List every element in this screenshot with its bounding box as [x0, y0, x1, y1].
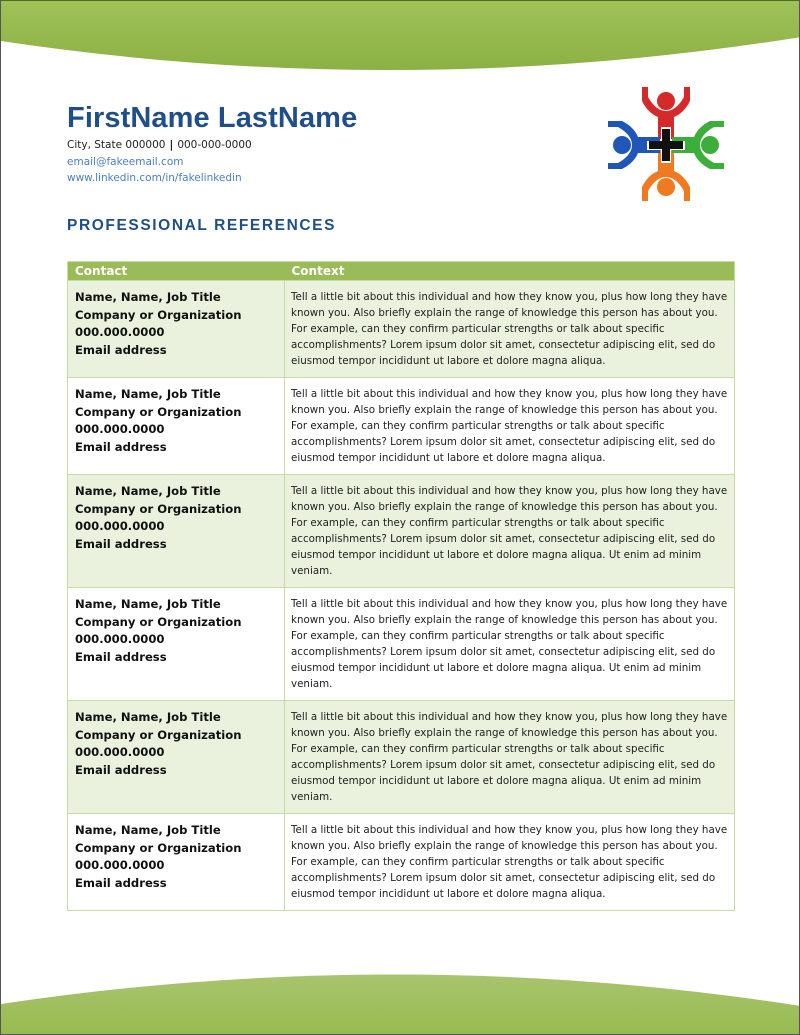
reference-phone: 000.000.0000 [75, 325, 165, 340]
reference-company: Company or Organization [75, 840, 242, 855]
table-row [68, 814, 735, 911]
top-green-wave-decoration [1, 1, 800, 73]
contact-cell [68, 701, 285, 814]
table-row [68, 475, 735, 588]
reference-email: Email address [75, 342, 167, 357]
section-title: PROFESSIONAL REFERENCES [67, 217, 337, 234]
phone: 000-000-0000 [177, 139, 252, 151]
reference-name: Name, Name, Job Title [75, 484, 221, 498]
reference-company: Company or Organization [75, 501, 242, 516]
reference-phone: 000.000.0000 [75, 422, 165, 437]
applicant-name: FirstName LastName [67, 102, 358, 134]
table-row [68, 378, 735, 475]
column-header-contact: Contact [68, 262, 285, 281]
context-cell: Tell a little bit about this individual and how they know you, plus how long they have known you. Also briefly explain the range of knowledge this person has about you. For example, can they confirm particular strengths or talk about specific accomplishments? Lorem ipsum dolor sit amet, consectetur adipiscing elit, sed do eiusmod tempor incididunt ut labore et dolore magna aliqua. [285, 281, 735, 378]
bottom-green-wave-decoration [1, 964, 800, 1034]
contact-cell [68, 378, 285, 475]
reference-name: Name, Name, Job Title [75, 387, 221, 401]
linkedin-link[interactable]: www.linkedin.com/in/fakelinkedin [67, 172, 242, 184]
reference-name: Name, Name, Job Title [75, 290, 221, 304]
contact-cell [68, 281, 285, 378]
reference-company: Company or Organization [75, 404, 242, 419]
reference-phone: 000.000.0000 [75, 519, 165, 534]
context-cell: Tell a little bit about this individual and how they know you, plus how long they have known you. Also briefly explain the range of knowledge this person has about you. For example, can they confirm particular strengths or talk about specific accomplishments? Lorem ipsum dolor sit amet, consectetur adipiscing elit, sed do eiusmod tempor incididunt ut labore et dolore magna aliqua. [285, 378, 735, 475]
people-cross-logo-icon [606, 85, 726, 203]
references-table [67, 261, 735, 911]
contact-cell [68, 588, 285, 701]
context-cell: Tell a little bit about this individual and how they know you, plus how long they have known you. Also briefly explain the range of knowledge this person has about you. For example, can they confirm particular strengths or talk about specific accomplishments? Lorem ipsum dolor sit amet, consectetur adipiscing elit, sed do eiusmod tempor incididunt ut labore et dolore magna aliqua. Ut enim ad minim veniam. [285, 588, 735, 701]
reference-company: Company or Organization [75, 307, 242, 322]
contact-cell [68, 475, 285, 588]
reference-name: Name, Name, Job Title [75, 710, 221, 724]
email-link[interactable]: email@fakeemail.com [67, 156, 184, 168]
table-row [68, 701, 735, 814]
reference-email: Email address [75, 536, 167, 551]
table-header-row [68, 262, 735, 281]
reference-company: Company or Organization [75, 614, 242, 629]
contact-cell [68, 814, 285, 911]
reference-name: Name, Name, Job Title [75, 823, 221, 837]
reference-phone: 000.000.0000 [75, 632, 165, 647]
reference-email: Email address [75, 875, 167, 890]
table-row [68, 588, 735, 701]
column-header-context: Context [285, 262, 735, 281]
reference-phone: 000.000.0000 [75, 858, 165, 873]
address: City, State 000000 [67, 139, 166, 151]
reference-name: Name, Name, Job Title [75, 597, 221, 611]
context-cell: Tell a little bit about this individual and how they know you, plus how long they have known you. Also briefly explain the range of knowledge this person has about you. For example, can they confirm particular strengths or talk about specific accomplishments? Lorem ipsum dolor sit amet, consectetur adipiscing elit, sed do eiusmod tempor incididunt ut labore et dolore magna aliqua. [285, 814, 735, 911]
context-cell: Tell a little bit about this individual and how they know you, plus how long they have known you. Also briefly explain the range of knowledge this person has about you. For example, can they confirm particular strengths or talk about specific accomplishments? Lorem ipsum dolor sit amet, consectetur adipiscing elit, sed do eiusmod tempor incididunt ut labore et dolore magna aliqua. Ut enim ad minim veniam. [285, 475, 735, 588]
context-cell: Tell a little bit about this individual and how they know you, plus how long they have known you. Also briefly explain the range of knowledge this person has about you. For example, can they confirm particular strengths or talk about specific accomplishments? Lorem ipsum dolor sit amet, consectetur adipiscing elit, sed do eiusmod tempor incididunt ut labore et dolore magna aliqua. Ut enim ad minim veniam. [285, 701, 735, 814]
reference-phone: 000.000.0000 [75, 745, 165, 760]
table-row [68, 281, 735, 378]
separator: | [169, 139, 174, 151]
reference-email: Email address [75, 439, 167, 454]
address-phone-line [67, 139, 252, 151]
reference-email: Email address [75, 649, 167, 664]
reference-company: Company or Organization [75, 727, 242, 742]
reference-email: Email address [75, 762, 167, 777]
